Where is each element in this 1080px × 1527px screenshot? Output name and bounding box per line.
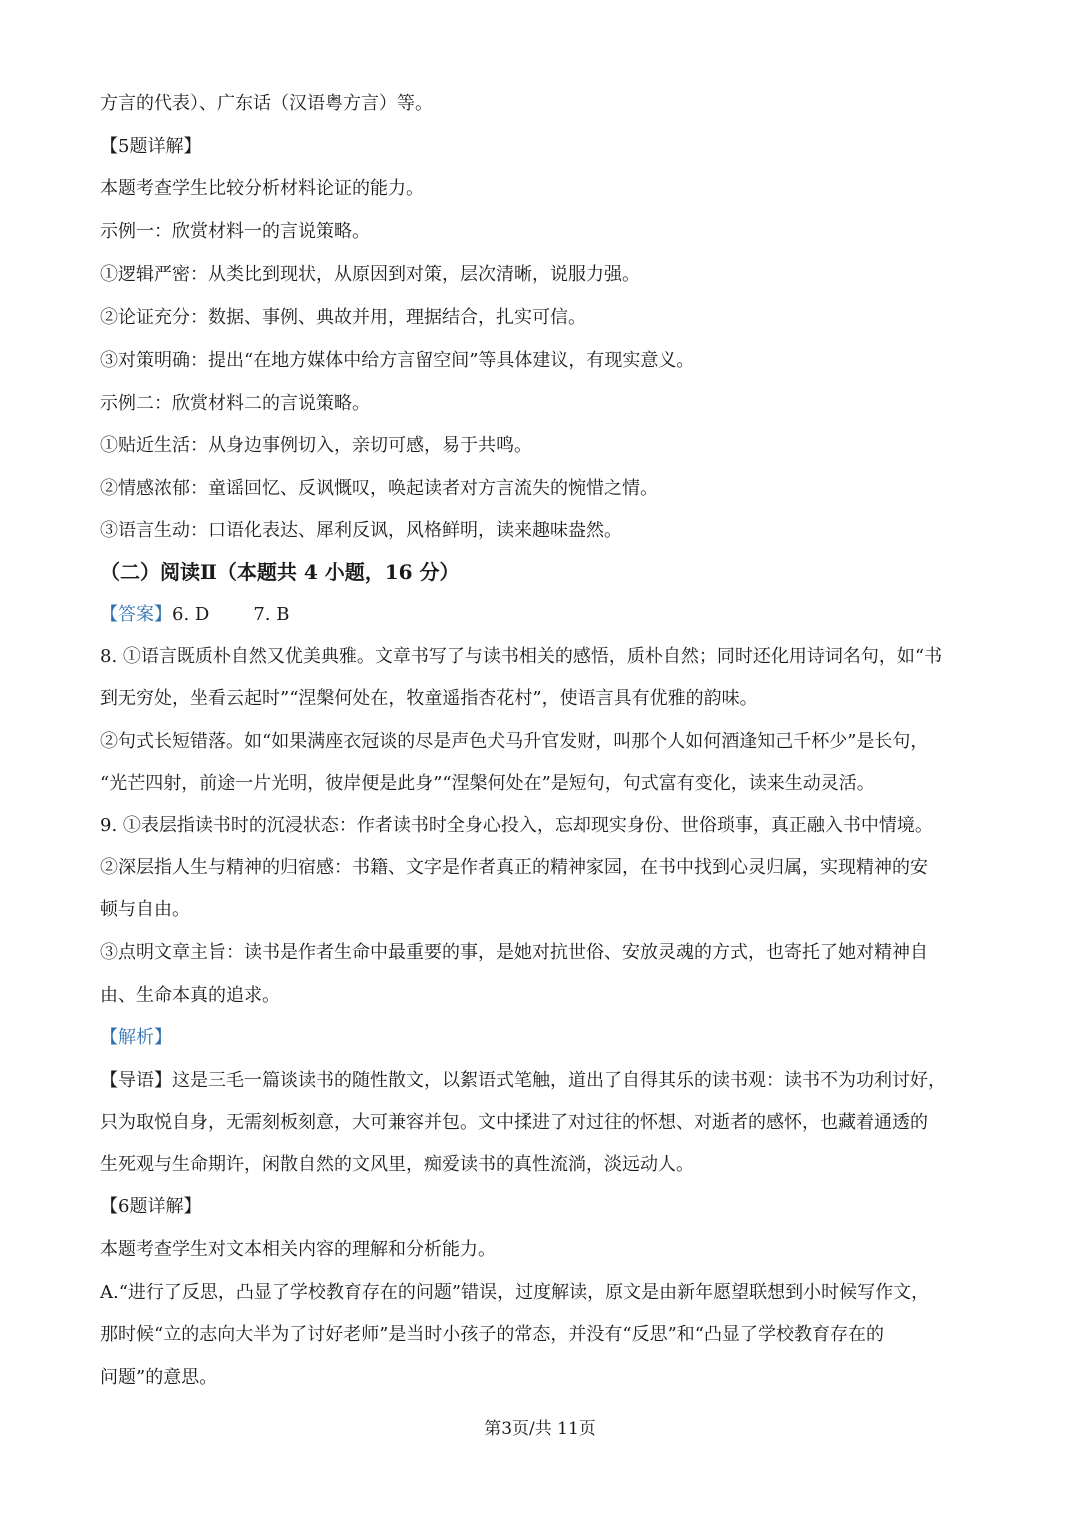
paragraph-line: 问题”的意思。 [100, 1367, 218, 1388]
paragraph-line: 顿与自由。 [100, 899, 190, 920]
section-label-q5: 【5题详解】 [100, 136, 202, 157]
answer-line [100, 600, 980, 630]
paragraph-line: ②深层指人生与精神的归宿感：书籍、文字是作者真正的精神家园，在书中找到心灵归属，实现精神的安 [100, 857, 928, 878]
paragraph-line: 【导语】这是三毛一篇谈读书的随性散文，以絮语式笔触，道出了自得其乐的读书观：读书不为功利讨好， [100, 1070, 946, 1091]
paragraph-line: 本题考查学生对文本相关内容的理解和分析能力。 [100, 1239, 496, 1260]
answer-tag: 【答案】 [100, 604, 172, 625]
paragraph-line: 9. ①表层指读书时的沉浸状态：作者读书时全身心投入，忘却现实身份、世俗琐事，真正融入书中情境。 [100, 815, 933, 836]
analysis-tag: 【解析】 [100, 1027, 172, 1048]
section-label-q6: 【6题详解】 [100, 1196, 202, 1217]
page-number: 第3页/共 11页 [484, 1419, 596, 1439]
paragraph-line: 生死观与生命期许，闲散自然的文风里，痴爱读书的真性流淌，淡远动人。 [100, 1154, 694, 1175]
section-heading: （二）阅读Ⅱ（本题共 4 小题，16 分） [100, 560, 460, 584]
paragraph-line: ②论证充分：数据、事例、典故并用，理据结合，扎实可信。 [100, 307, 586, 328]
paragraph-line: A.“进行了反思，凸显了学校教育存在的问题”错误，过度解读，原文是由新年愿望联想到小时候写作文， [100, 1282, 930, 1303]
answer-6: 6. D [172, 604, 210, 625]
paragraph-line: 示例二：欣赏材料二的言说策略。 [100, 393, 370, 414]
answer-7: 7. B [253, 604, 290, 625]
paragraph-line: 示例一：欣赏材料一的言说策略。 [100, 221, 370, 242]
paragraph-line: ①贴近生活：从身边事例切入，亲切可感，易于共鸣。 [100, 435, 532, 456]
paragraph-line: 8. ①语言既质朴自然又优美典雅。文章书写了与读书相关的感悟，质朴自然；同时还化用诗词名句，如“书 [100, 646, 943, 667]
paragraph-line: ③语言生动：口语化表达、犀利反讽，风格鲜明，读来趣味盎然。 [100, 520, 622, 541]
paragraph-line: 只为取悦自身，无需刻板刻意，大可兼容并包。文中揉进了对过往的怀想、对逝者的感怀，也藏着通透的 [100, 1112, 928, 1133]
paragraph-line: ③点明文章主旨：读书是作者生命中最重要的事，是她对抗世俗、安放灵魂的方式，也寄托了她对精神自 [100, 942, 928, 963]
paragraph-line: 方言的代表）、广东话（汉语粤方言）等。 [100, 93, 433, 114]
paragraph-line: 本题考查学生比较分析材料论证的能力。 [100, 178, 424, 199]
paragraph-line: “光芒四射，前途一片光明，彼岸便是此身”“涅槃何处在”是短句，句式富有变化，读来生动灵活。 [100, 773, 875, 794]
paragraph-line: ①逻辑严密：从类比到现状，从原因到对策，层次清晰，说服力强。 [100, 264, 640, 285]
paragraph-line: ②句式长短错落。如“如果满座衣冠谈的尽是声色犬马升官发财，叫那个人如何酒逢知己千杯少”是长句， [100, 731, 929, 752]
paragraph-line: 由、生命本真的追求。 [100, 985, 280, 1006]
paragraph-line: ②情感浓郁：童谣回忆、反讽慨叹，唤起读者对方言流失的惋惜之情。 [100, 478, 658, 499]
paragraph-line: ③对策明确：提出“在地方媒体中给方言留空间”等具体建议，有现实意义。 [100, 350, 695, 371]
paragraph-line: 到无穷处，坐看云起时”“涅槃何处在，牧童遥指杏花村”，使语言具有优雅的韵味。 [100, 688, 758, 709]
paragraph-line: 那时候“立的志向大半为了讨好老师”是当时小孩子的常态，并没有“反思”和“凸显了学校教育存在的 [100, 1324, 885, 1345]
